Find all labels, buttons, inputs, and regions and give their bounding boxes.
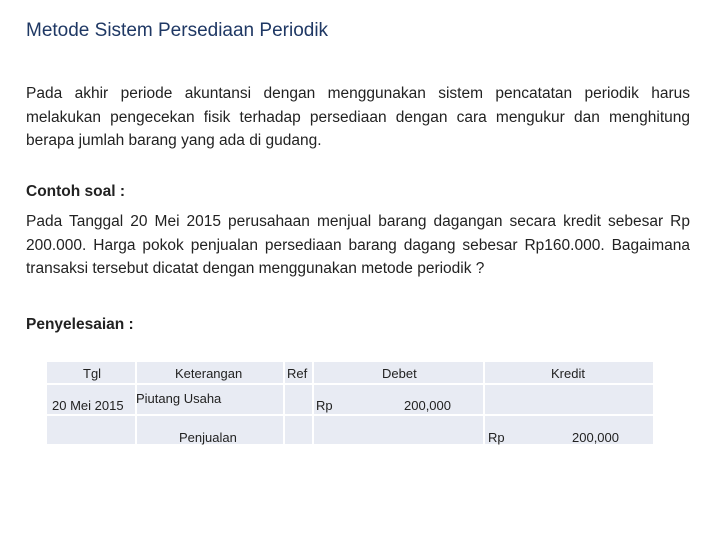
journal-table [47, 362, 653, 444]
intro-paragraph: Pada akhir periode akuntansi dengan menggunakan sistem pencatatan periodik harus melakukan pengecekan fisik terhadap persediaan dengan cara mengukur dan menghitung berapa jumlah barang yang ada di gudang. [26, 85, 690, 149]
row-divider [47, 383, 653, 385]
example-heading: Contoh soal : [26, 183, 126, 200]
row-divider [47, 414, 653, 416]
header-description: Keterangan [175, 366, 243, 381]
row2-description: Penjualan [179, 430, 237, 445]
row2-credit-currency: Rp [488, 430, 505, 445]
header-debit: Debet [382, 366, 417, 381]
header-date: Tgl [83, 366, 102, 381]
row1-debit-amount: 200,000 [404, 398, 451, 413]
page-title: Metode Sistem Persediaan Periodik [26, 20, 329, 41]
example-paragraph: Pada Tanggal 20 Mei 2015 perusahaan menjual barang dagangan secara kredit sebesar Rp 200.000. Harga pokok penjualan persediaan barang dagang sebesar Rp160.000. Bagaimana transaksi tersebut dicatat dengan menggunakan metode periodik ? [26, 213, 690, 277]
row1-date: 20 Mei 2015 [52, 398, 124, 413]
column-divider [483, 362, 485, 444]
header-ref: Ref [287, 366, 308, 381]
header-credit: Kredit [551, 366, 585, 381]
row1-description: Piutang Usaha [136, 391, 222, 406]
column-divider [283, 362, 285, 444]
row1-debit-currency: Rp [316, 398, 333, 413]
column-divider [312, 362, 314, 444]
solution-heading: Penyelesaian : [26, 316, 134, 333]
row2-credit-amount: 200,000 [572, 430, 619, 445]
